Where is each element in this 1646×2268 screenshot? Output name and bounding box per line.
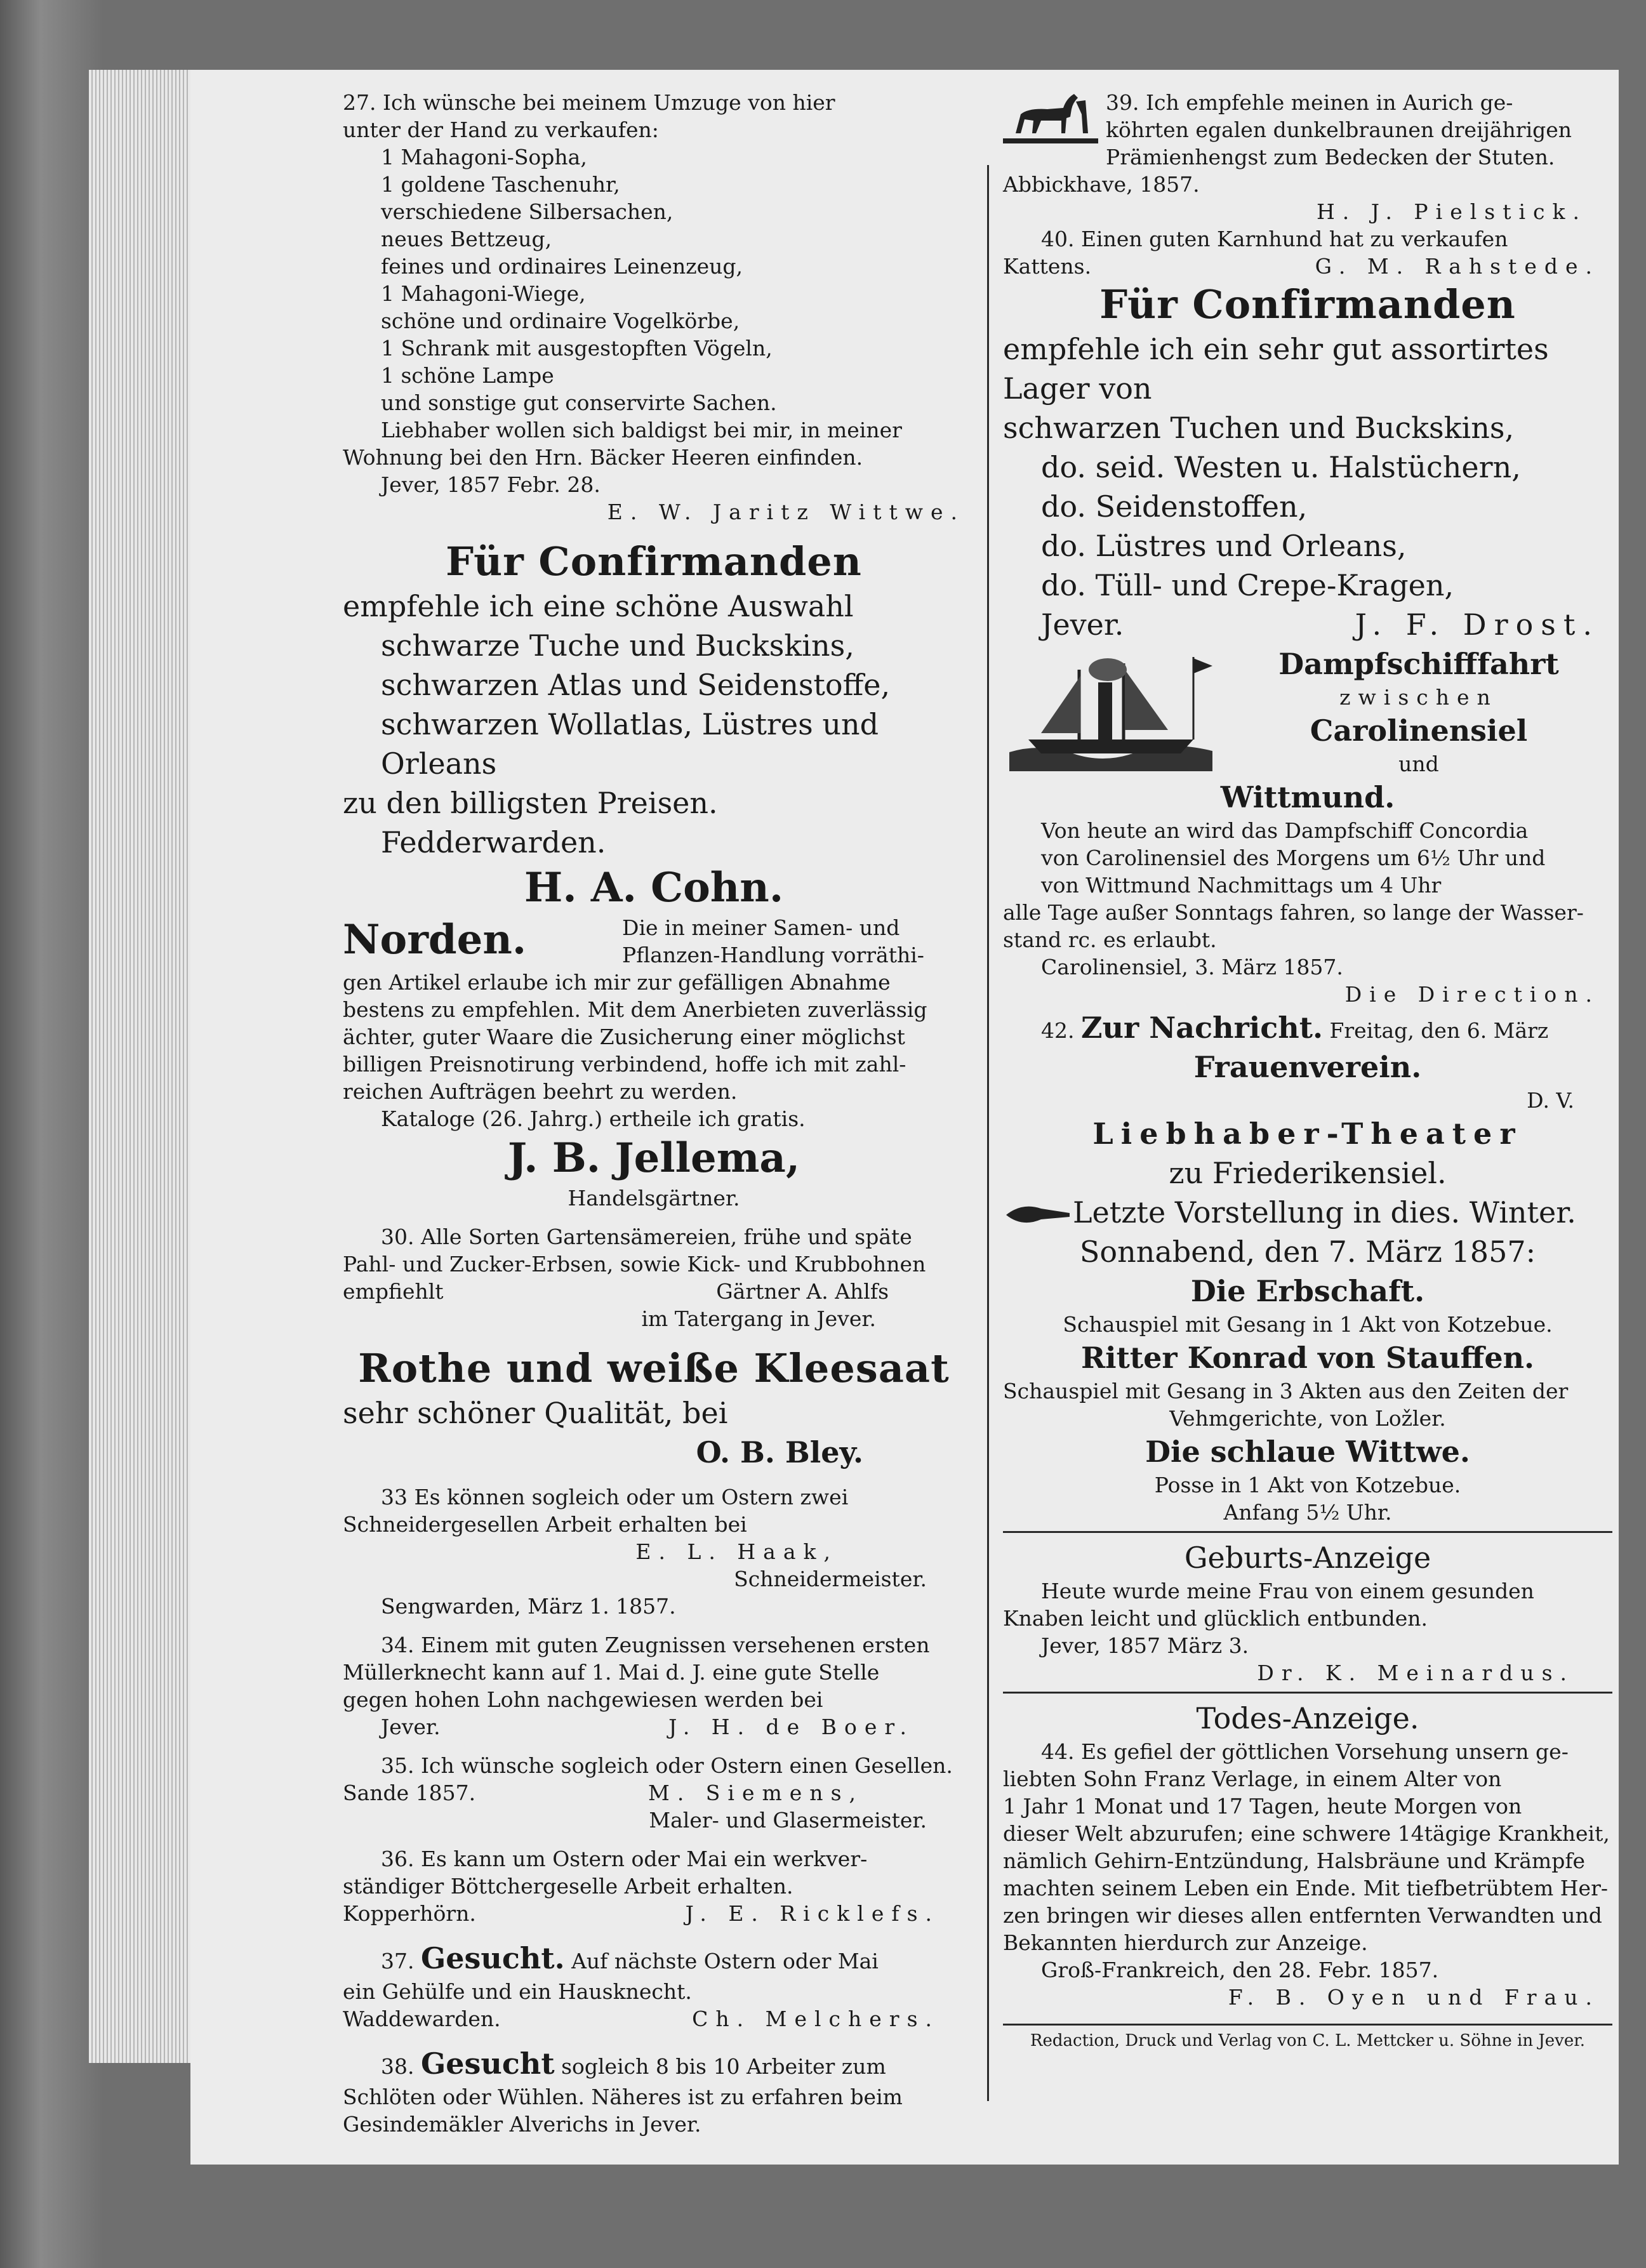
place: Kopperhörn. (343, 1901, 476, 1926)
place: Fedderwarden. (381, 825, 606, 859)
signature: Dr. K. Meinardus. (1257, 1661, 1574, 1685)
occupation: Schneidermeister. (734, 1567, 927, 1591)
place-norden: Norden. (343, 916, 527, 964)
play-description: Schauspiel mit Gesang in 1 Akt von Kotzebue. (1063, 1312, 1553, 1337)
ad-37 (343, 1939, 965, 2033)
list-item: und sonstige gut conservirte Sachen. (381, 390, 777, 415)
play-title: Ritter Konrad von Stauffen. (1080, 1341, 1535, 1375)
text-line: machten seinem Leben ein Ende. Mit tiefbetrübtem Her- (1003, 1876, 1608, 1900)
list-item: 1 Mahagoni-Wiege, (381, 281, 586, 306)
ad-30 (343, 1223, 965, 1332)
list-item: do. Lüstres und Orleans, (1041, 529, 1407, 563)
ad-heading: Für Confirmanden (446, 538, 862, 585)
place-date: Carolinensiel, 3. März 1857. (1041, 955, 1343, 979)
text-line: Pahl- und Zucker-Erbsen, sowie Kick- und Krubbohnen (343, 1252, 926, 1277)
play-title: Die schlaue Wittwe. (1145, 1435, 1470, 1469)
play-description: Vehmgerichte, von Ložler. (1169, 1406, 1446, 1431)
text-line: ächter, guter Waare die Zusicherung einer möglichst (343, 1025, 905, 1049)
text-line: 30. Alle Sorten Gartensämereien, frühe und späte (381, 1224, 912, 1249)
start-time: Anfang 5½ Uhr. (1223, 1500, 1392, 1525)
play-title: Die Erbschaft. (1190, 1274, 1425, 1308)
date-line: Sonnabend, den 7. März 1857: (1079, 1235, 1536, 1269)
text-line: Bekannten hierdurch zur Anzeige. (1003, 1930, 1368, 1955)
list-item: 1 Mahagoni-Sopha, (381, 145, 587, 169)
signature: F. B. Oyen und Frau. (1228, 1985, 1600, 2010)
keyword: Gesucht (420, 2046, 555, 2081)
text-line: empfehle ich eine schöne Auswahl (343, 589, 854, 623)
list-item: 1 goldene Taschenuhr, (381, 172, 620, 197)
text-line: Müllerknecht kann auf 1. Mai d. J. eine gute Stelle (343, 1660, 880, 1685)
place-to: Wittmund. (1220, 780, 1395, 814)
text-line: Gesindemäkler Alverichs in Jever. (343, 2112, 701, 2137)
place: Jever. (1041, 607, 1124, 642)
ad-todes (1003, 1699, 1612, 2011)
ad-heading: Dampfschifffahrt (1278, 647, 1559, 681)
ad-heading: Für Confirmanden (1099, 281, 1516, 328)
text-line: 27. Ich wünsche bei meinem Umzuge von hier (343, 90, 835, 115)
place-date: Jever, 1857 Febr. 28. (381, 472, 601, 497)
text-line: Schlöten oder Wühlen. Näheres ist zu erfahren beim (343, 2085, 903, 2109)
text-line: sehr schöner Qualität, bei (343, 1396, 728, 1430)
ad-jellema (343, 914, 965, 1212)
text-line: Freitag, den 6. März (1329, 1018, 1549, 1043)
text-line: ein Gehülfe und ein Hausknecht. (343, 1979, 692, 2004)
column-divider (987, 165, 989, 2101)
ad-27 (343, 89, 965, 526)
text-line: reichen Aufträgen beehrt zu werden. (343, 1079, 738, 1104)
keyword: Gesucht. (420, 1941, 565, 1975)
list-item: schöne und ordinaire Vogelkörbe, (381, 308, 740, 333)
text-line: Wohnung bei den Hrn. Bäcker Heeren einfinden. (343, 445, 863, 470)
text-line: Knaben leicht und glücklich entbunden. (1003, 1606, 1428, 1631)
ad-heading: Liebhaber-Theater (1092, 1117, 1523, 1151)
text-line: und (1398, 752, 1439, 776)
ad-drost (1003, 280, 1612, 644)
ad-number: 38. (381, 2054, 415, 2079)
ad-38 (343, 2044, 965, 2138)
text-line: 35. Ich wünsche sogleich oder Ostern einen Gesellen. (381, 1753, 953, 1778)
text-line: zen bringen wir dieses allen entfernten Verwandten und (1003, 1903, 1602, 1928)
ad-heading: Geburts-Anzeige (1184, 1541, 1431, 1575)
signature: H. J. Pielstick. (1317, 199, 1587, 224)
text-line: empfehle ich ein sehr gut assortirtes (1003, 332, 1549, 366)
text-line: köhrten egalen dunkelbraunen dreijährigen (1106, 117, 1572, 142)
text-line: 33 Es können sogleich oder um Ostern zwei (381, 1485, 849, 1509)
text-line: von Wittmund Nachmittags um 4 Uhr (1041, 873, 1442, 898)
ad-34 (343, 1631, 965, 1741)
text-line: alle Tage außer Sonntags fahren, so lange der Wasser- (1003, 900, 1584, 925)
list-item: 1 schöne Lampe (381, 363, 554, 388)
signature: G. M. Rahstede. (1315, 254, 1600, 279)
ad-heading: Todes-Anzeige. (1196, 1701, 1419, 1735)
signature-line: im Tatergang in Jever. (641, 1306, 876, 1331)
ad-geburt (1003, 1538, 1612, 1687)
text-line: von Carolinensiel des Morgens um 6½ Uhr und (1041, 846, 1546, 870)
text-line: 44. Es gefiel der göttlichen Vorsehung unsern ge- (1041, 1739, 1569, 1764)
text-line: Prämienhengst zum Bedecken der Stuten. (1106, 145, 1555, 169)
text-line: dieser Welt abzurufen; eine schwere 14tägige Krankheit, (1003, 1821, 1610, 1846)
steamship-icon (1003, 644, 1219, 778)
play-description: Posse in 1 Akt von Kotzebue. (1154, 1473, 1461, 1497)
text-line: Auf nächste Ostern oder Mai (571, 1949, 879, 1973)
company-name: H. A. Cohn. (524, 864, 784, 912)
text-line: nämlich Gehirn-Entzündung, Halsbräune und Krämpfe (1003, 1848, 1586, 1873)
text-line: ständiger Böttchergeselle Arbeit erhalten. (343, 1874, 793, 1899)
signature: E. W. Jaritz Wittwe. (607, 500, 965, 524)
play-description: Schauspiel mit Gesang in 3 Akten aus den Zeiten der (1003, 1379, 1569, 1403)
text-line: Kataloge (26. Jahrg.) ertheile ich gratis. (381, 1106, 806, 1131)
place: Sande 1857. (343, 1781, 476, 1805)
ad-42 (1003, 1008, 1612, 1114)
signature: D. V. (1527, 1088, 1574, 1113)
ad-40 (1003, 225, 1612, 280)
text-line: unter der Hand zu verkaufen: (343, 117, 659, 142)
place-from: Carolinensiel (1310, 713, 1528, 748)
occupation: Maler- und Glasermeister. (649, 1808, 927, 1833)
list-item: verschiedene Silbersachen, (381, 199, 674, 224)
ad-theater (1003, 1114, 1612, 1526)
keyword: Zur Nachricht. (1080, 1011, 1323, 1045)
imprint-footer: Redaction, Druck und Verlag von C. L. Mettcker u. Söhne in Jever. (1003, 2024, 1612, 2052)
list-item: do. seid. Westen u. Halstüchern, (1041, 450, 1521, 484)
place: Waddewarden. (343, 2006, 501, 2031)
text-line: Die in meiner Samen- und (622, 915, 900, 940)
ad-33 (343, 1483, 965, 1620)
text-line: Von heute an wird das Dampfschiff Concordia (1041, 818, 1529, 843)
ad-kleesaat (343, 1344, 965, 1472)
signature: J. E. Ricklefs. (685, 1901, 939, 1926)
text-line: Heute wurde meine Frau von einem gesunden (1041, 1579, 1534, 1603)
signature: Gärtner A. Ahlfs (716, 1279, 889, 1304)
list-item: do. Tüll- und Crepe-Kragen, (1041, 568, 1454, 602)
signature: Ch. Melchers. (692, 2006, 939, 2031)
text-line: Orleans (381, 746, 497, 781)
text-line: billigen Preisnotirung verbindend, hoffe ich mit zahl- (343, 1052, 906, 1077)
pointing-hand-icon (1003, 1199, 1073, 1231)
ad-number: 42. (1041, 1018, 1075, 1043)
right-column (1003, 89, 1612, 2052)
page-edges (89, 70, 203, 2063)
place-date: Abbickhave, 1857. (1003, 172, 1200, 197)
text-line: gegen hohen Lohn nachgewiesen werden bei (343, 1687, 823, 1712)
ad-36 (343, 1845, 965, 1927)
text-line: 1 Jahr 1 Monat und 17 Tagen, heute Morgen von (1003, 1794, 1522, 1819)
text-line: Lager von (1003, 371, 1152, 406)
place-date: Jever, 1857 März 3. (1041, 1633, 1249, 1658)
company-name: J. B. Jellema, (507, 1134, 800, 1182)
text-line: Pflanzen-Handlung vorräthi- (622, 943, 924, 967)
text-line: liebten Sohn Franz Verlage, in einem Alter von (1003, 1767, 1502, 1791)
text-line: Letzte Vorstellung in dies. Winter. (1073, 1195, 1576, 1230)
text-line: gen Artikel erlaube ich mir zur gefälligen Abnahme (343, 970, 891, 995)
ad-number: 37. (381, 1949, 415, 1973)
place: Jever. (381, 1714, 441, 1739)
signature: M. Siemens, (648, 1781, 863, 1805)
text-line: 40. Einen guten Karnhund hat zu verkaufen (1041, 227, 1508, 251)
text-line: sogleich 8 bis 10 Arbeiter zum (561, 2054, 886, 2079)
text-line: 36. Es kann um Ostern oder Mai ein werkver- (381, 1847, 868, 1871)
text-line: zwischen (1339, 685, 1498, 710)
place-date: Sengwarden, März 1. 1857. (381, 1594, 676, 1619)
ad-35 (343, 1752, 965, 1834)
text-line: 34. Einem mit guten Zeugnissen versehenen ersten (381, 1633, 930, 1657)
text-line: Liebhaber wollen sich baldigst bei mir, in meiner (381, 418, 902, 442)
list-item: neues Bettzeug, (381, 227, 552, 251)
text-line: zu Friederikensiel. (1169, 1156, 1447, 1190)
list-item: schwarzen Tuchen und Buckskins, (1003, 411, 1515, 445)
text-line: zu den billigsten Preisen. (343, 786, 718, 820)
text-line: schwarzen Atlas und Seidenstoffe, (381, 668, 891, 702)
text-line: schwarze Tuche und Buckskins, (381, 628, 854, 663)
list-item: feines und ordinaires Leinenzeug, (381, 254, 743, 279)
section-rule (1003, 1531, 1612, 1533)
text-line: 39. Ich empfehle meinen in Aurich ge- (1106, 90, 1513, 115)
ad-dampfschiff (1003, 644, 1612, 1008)
organization-name: Frauenverein. (1193, 1050, 1422, 1084)
left-column (343, 89, 965, 2138)
signature: E. L. Haak, (635, 1539, 838, 1564)
text-line: schwarzen Wollatlas, Lüstres und (381, 707, 879, 741)
text-line: bestens zu empfehlen. Mit dem Anerbieten zuverlässig (343, 997, 927, 1022)
signature: J. F. Drost. (1355, 607, 1600, 642)
signature: Die Direction. (1344, 982, 1600, 1007)
signature: J. H. de Boer. (668, 1714, 914, 1739)
occupation: Handelsgärtner. (567, 1186, 740, 1210)
horse-icon (1003, 89, 1098, 146)
ad-39 (1003, 89, 1612, 225)
book-binding (0, 0, 102, 2268)
company-name: O. B. Bley. (696, 1435, 863, 1469)
place: Kattens. (1003, 254, 1092, 279)
text-line: empfiehlt (343, 1279, 444, 1304)
place-date: Groß-Frankreich, den 28. Febr. 1857. (1041, 1958, 1439, 1982)
list-item: do. Seidenstoffen, (1041, 489, 1308, 524)
ad-heading: Rothe und weiße Kleesaat (358, 1345, 950, 1391)
section-rule (1003, 1692, 1612, 1694)
ad-cohn (343, 537, 965, 914)
list-item: 1 Schrank mit ausgestopften Vögeln, (381, 336, 773, 361)
text-line: stand rc. es erlaubt. (1003, 927, 1217, 952)
text-line: Schneidergesellen Arbeit erhalten bei (343, 1512, 747, 1537)
